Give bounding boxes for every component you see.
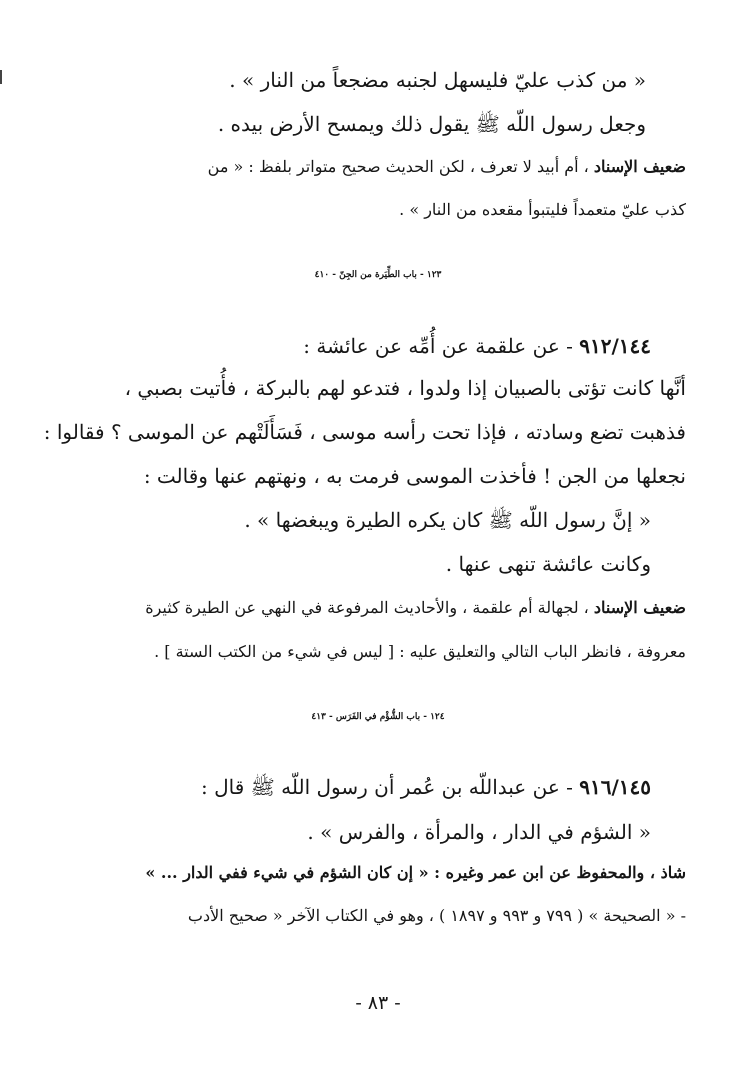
grade-label: ضعيف الإسناد xyxy=(593,598,686,617)
text-line: « من كذب عليّ فليسهل لجنبه مضجعاً من النار » . xyxy=(229,68,646,92)
hadith-number: ٩١٦/١٤٥ xyxy=(579,775,651,799)
grade-note xyxy=(208,157,686,176)
hadith-intro xyxy=(201,775,651,804)
chapter-heading: ١٢٣ - باب الطِّيَرة من الجِنّ - ٤١٠ xyxy=(314,270,442,280)
grade-text: ، أم أبيد لا تعرف ، لكن الحديث صحيح متواتر بلفظ : « من xyxy=(207,157,589,176)
grade-label: شاذ ، والمحفوظ عن ابن عمر وغيره : « إن كان الشؤم في شيء ففي الدار ... » xyxy=(145,863,686,882)
grade-continuation: معروفة ، فانظر الباب التالي والتعليق عليه : [ ليس في شيء من الكتب الستة ] . xyxy=(154,642,686,661)
text-line: أنَّها كانت تؤتى بالصبيان إذا ولدوا ، فتدعو لهم بالبركة ، فأُتيت بصبي ، xyxy=(124,376,686,400)
hadith-intro-text: - عن عبداللّه بن عُمر أن رسول اللّه ﷺ قال : xyxy=(201,775,573,799)
grade-text: ، لجهالة أم علقمة ، والأحاديث المرفوعة في النهي عن الطيرة كثيرة xyxy=(145,598,589,617)
hadith-intro xyxy=(303,334,651,358)
chapter-heading: ١٢٤ - باب الشُّؤْم في الفَرَس - ٤١٣ xyxy=(311,712,445,722)
hadith-intro-text: - عن علقمة عن أُمِّه عن عائشة : xyxy=(303,334,573,358)
text-line: وكانت عائشة تنهى عنها . xyxy=(445,552,651,576)
grade-continuation: كذب عليّ متعمداً فليتبوأ مقعده من النار » . xyxy=(399,200,686,219)
hadith-number: ٩١٢/١٤٤ xyxy=(579,334,651,358)
text-line: وجعل رسول اللّه ﷺ يقول ذلك ويمسح الأرض بيده . xyxy=(217,112,646,136)
grade-continuation: - « الصحيحة » ( ٧٩٩ و ٩٩٣ و ١٨٩٧ ) ، وهو في الكتاب الآخر « صحيح الأدب xyxy=(187,906,686,925)
text-line: فذهبت تضع وسادته ، فإذا تحت رأسه موسى ، فَسَأَلَتْهم عن الموسى ؟ فقالوا : xyxy=(43,420,686,444)
grade-note xyxy=(145,598,686,617)
hadith-quote: « الشؤم في الدار ، والمرأة ، والفرس » . xyxy=(307,820,651,844)
grade-label: ضعيف الإسناد xyxy=(593,157,686,176)
page-number: - ٨٣ - xyxy=(355,992,401,1014)
text-line: نجعلها من الجن ! فأخذت الموسى فرمت به ، ونهتهم عنها وقالت : xyxy=(143,464,686,488)
scan-edge-mark xyxy=(0,70,2,84)
text-line: « إنَّ رسول اللّه ﷺ كان يكره الطيرة ويبغضها » . xyxy=(244,508,651,532)
